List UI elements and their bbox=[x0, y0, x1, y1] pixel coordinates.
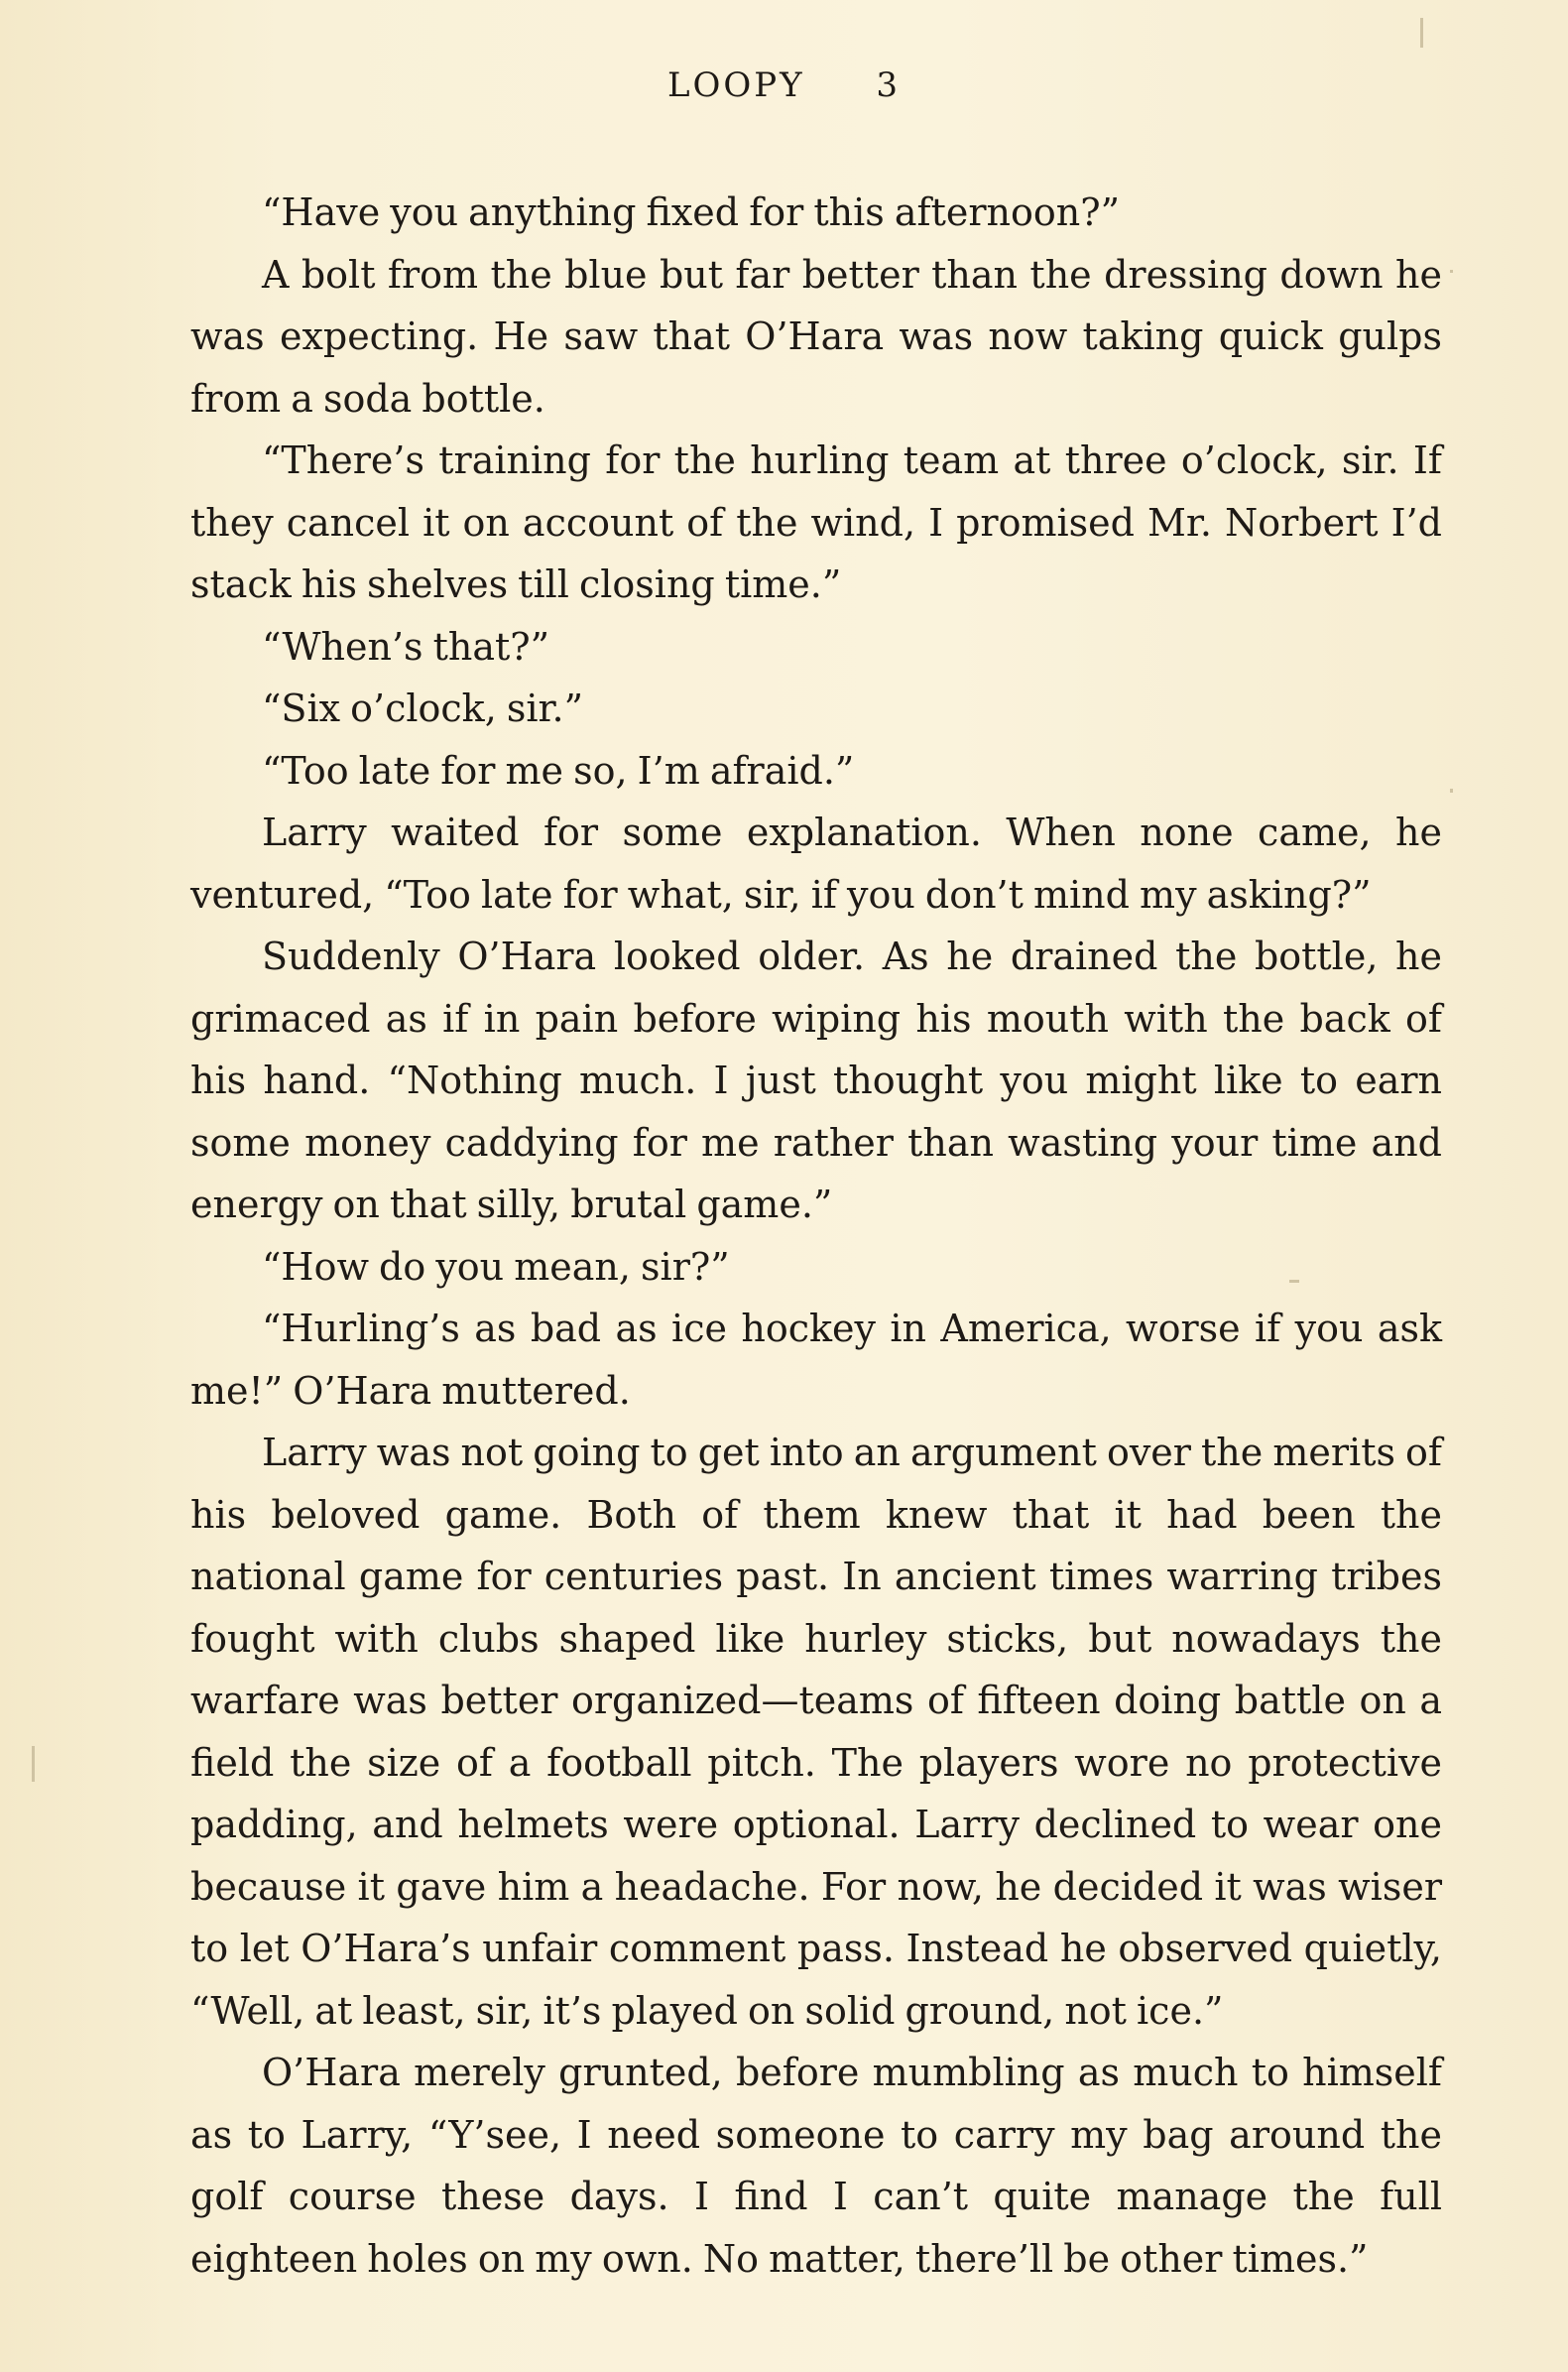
paragraph: “How do you mean, sir?” bbox=[262, 1244, 730, 1289]
paper-mark bbox=[1450, 270, 1453, 273]
page-number: 3 bbox=[876, 65, 902, 105]
paragraph: Suddenly O’Hara looked older. As he drained the bottle, he grimaced as if in pain before wiping his mouth with the back of his hand. “Nothing much. I just thought you might like to earn some money caddying for me rather than wasting your time and energy on that silly, brutal game.” bbox=[190, 935, 1442, 1226]
paper-mark bbox=[32, 1746, 35, 1782]
paragraph: “Hurling’s as bad as ice hockey in America, worse if you ask me!” O’Hara muttered. bbox=[190, 1307, 1442, 1413]
paragraph: Larry was not going to get into an argument over the merits of his beloved game. Both of them knew that it had been the national game for centuries past. In ancient times warring tribes fought with clubs shaped like hurley sticks, but nowadays the warfare was better organized—teams of fifteen doing battle on a field the size of a football pitch. The players wore no protective padding, and helmets were optional. Larry declined to wear one because it gave him a headache. For now, he decided it was wiser to let O’Hara’s unfair comment pass. Instead he observed quietly, “Well, at least, sir, it’s played on solid ground, not ice.” bbox=[190, 1431, 1442, 2033]
body-text bbox=[190, 182, 1442, 2290]
running-title: LOOPY bbox=[666, 65, 805, 105]
paragraph: “Six o’clock, sir.” bbox=[262, 687, 584, 730]
paragraph: “Too late for me so, I’m afraid.” bbox=[262, 748, 855, 793]
paragraph: “There’s training for the hurling team at three o’clock, sir. If they cancel it on account of the wind, I promised Mr. Norbert I’d stack his shelves till closing time.” bbox=[190, 438, 1442, 606]
paragraph: O’Hara merely grunted, before mumbling as much to himself as to Larry, “Y’see, I need someone to carry my bag around the golf course these days. I find I can’t quite manage the full eighteen holes on my own. No matter, there’ll be other times.” bbox=[190, 2051, 1442, 2281]
paragraph: A bolt from the blue but far better than the dressing down he was expecting. He saw that O’Hara was now taking quick gulps from a soda bottle. bbox=[190, 252, 1442, 421]
paragraph: Larry waited for some explanation. When none came, he ventured, “Too late for what, sir, if you don’t mind my asking?” bbox=[190, 811, 1442, 917]
running-header bbox=[0, 65, 1568, 105]
paragraph: “Have you anything fixed for this afternoon?” bbox=[262, 190, 1121, 234]
paper-mark bbox=[1420, 18, 1423, 48]
paper-mark bbox=[1450, 789, 1453, 793]
paragraph: “When’s that?” bbox=[262, 624, 550, 669]
